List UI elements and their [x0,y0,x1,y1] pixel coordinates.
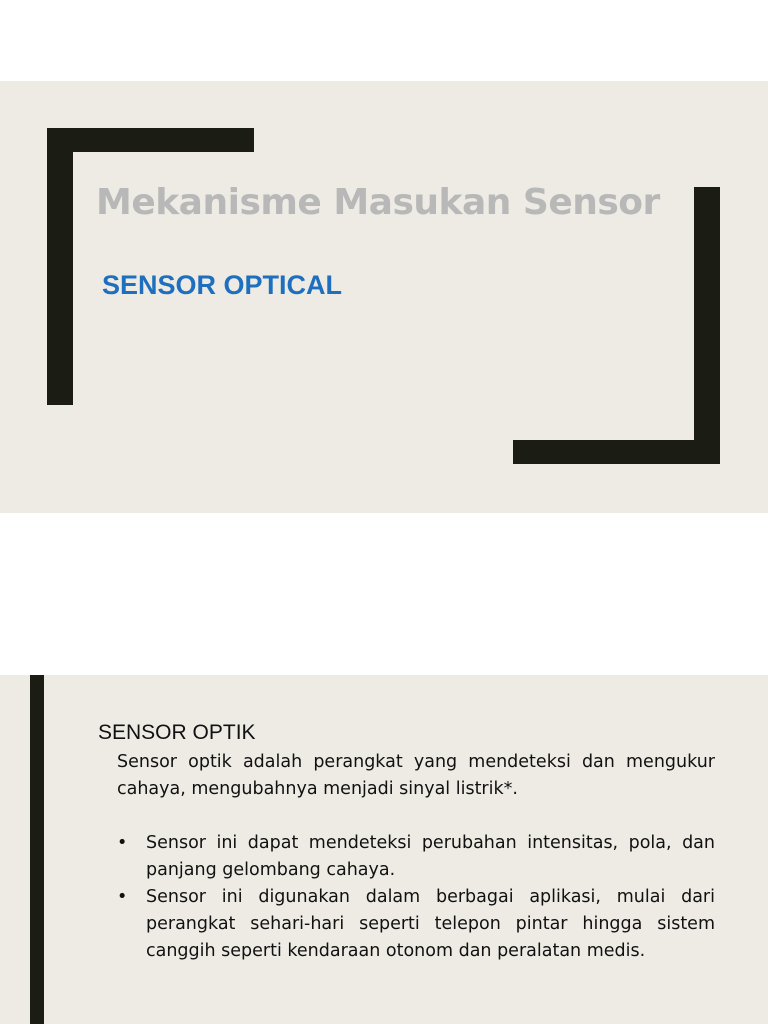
list-item [117,830,715,884]
slide-title: Mekanisme Masukan Sensor [96,182,660,223]
frame-bottom-right-vertical [694,187,720,464]
content-slide [0,675,768,1024]
frame-top-left-horizontal [47,128,254,152]
bullet-icon: • [117,833,128,853]
slide-subtitle: SENSOR OPTICAL [102,270,343,300]
frame-top-left-vertical [47,128,73,405]
list-item [117,884,715,965]
section-heading: SENSOR OPTIK [98,721,256,744]
left-accent-bar [30,675,44,1024]
list-item-text: Sensor ini dapat mendeteksi perubahan intensitas, pola, dan panjang gelombang cahaya. [146,833,715,880]
content-body [117,749,715,965]
frame-bottom-right-horizontal [513,440,720,464]
bullet-list [117,830,715,965]
intro-paragraph: Sensor optik adalah perangkat yang mendeteksi dan mengukur cahaya, mengubahnya menjadi sinyal listrik*. [117,752,715,799]
list-item-text: Sensor ini digunakan dalam berbagai aplikasi, mulai dari perangkat sehari-hari seperti telepon pintar hingga sistem canggih seperti kendaraan otonom dan peralatan medis. [146,887,715,961]
bullet-icon: • [117,887,128,907]
title-slide [0,81,768,513]
